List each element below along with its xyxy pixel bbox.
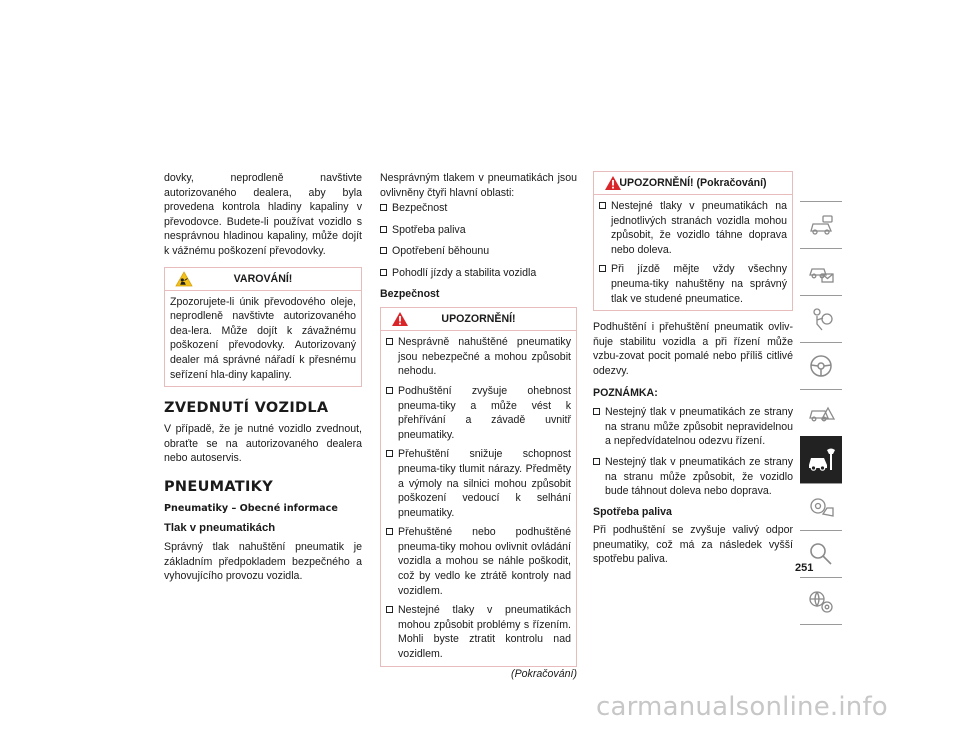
- square-bullet-icon: [380, 226, 387, 233]
- warning-title: VAROVÁNÍ!: [233, 272, 293, 285]
- tab-car-envelope[interactable]: [800, 248, 842, 295]
- list-item: Bezpečnost: [380, 201, 577, 216]
- list-item: Pohodlí jízdy a stabilita vozidla: [380, 266, 577, 281]
- heading-spotreba-paliva: Spotřeba paliva: [593, 505, 672, 518]
- caution-item: Při jízdě mějte vždy všechny pneuma-tiky nahuštěny na správný tlak ve studené pneumatice.: [599, 262, 787, 306]
- square-bullet-icon: [386, 450, 393, 457]
- square-bullet-icon: [380, 204, 387, 211]
- car-dashboard-icon: [806, 210, 836, 240]
- tab-car-dashboard[interactable]: [800, 201, 842, 248]
- caution-triangle-icon: [391, 311, 409, 327]
- square-bullet-icon: [599, 265, 606, 272]
- note-label: POZNÁMKA:: [593, 386, 658, 399]
- caution-continued-box: [593, 171, 793, 311]
- chapter-tabs: [800, 201, 842, 625]
- tab-car-warning[interactable]: [800, 389, 842, 436]
- caution-triangle-icon: [604, 175, 622, 191]
- spotreba-text: Při podhuštění se zvyšuje valivý odpor pneumatiky, což má za následek vyšší spotřebu paliva.: [593, 524, 793, 566]
- globe-gear-icon: [806, 586, 836, 616]
- square-bullet-icon: [380, 247, 387, 254]
- subheading-tlak: Tlak v pneumatikách: [164, 521, 276, 534]
- magnifier-icon: [806, 539, 836, 569]
- list-item: Opotřebení běhounu: [380, 244, 577, 259]
- column-3: [593, 171, 793, 567]
- square-bullet-icon: [386, 528, 393, 535]
- tab-search[interactable]: [800, 530, 842, 577]
- tab-car-maintenance[interactable]: [800, 436, 842, 483]
- car-warning-icon: [806, 398, 836, 428]
- airbag-person-icon: [806, 304, 836, 334]
- caution-continued-header: [594, 172, 792, 195]
- oblasti-intro: Nesprávným tlakem v pneumatikách jsou ovlivněny čtyři hlavní oblasti:: [380, 172, 577, 199]
- watermark: carmanualsonline.info: [596, 692, 888, 722]
- subheading-obecne-informace: Pneumatiky – Obecné informace: [164, 502, 338, 514]
- caution-item: Přehuštěné nebo podhuštěné pneuma-tiky mohou ovlivnit ovládání vozidla a mohou se náhle poškodit, což by vedlo ke ztrátě kontroly nad vozidlem.: [386, 525, 571, 598]
- caution-item: Nestejné tlaky v pneumatikách mohou způsobit problémy s řízením. Mohli byste ztratit kontrolu nad vozidlem.: [386, 603, 571, 661]
- heading-pneumatiky: PNEUMATIKY: [164, 478, 273, 495]
- caution-item: Podhuštění zvyšuje ohebnost pneuma-tiky a může vést k přehřívání a závadě uvnitř pneumatiky.: [386, 384, 571, 442]
- square-bullet-icon: [386, 338, 393, 345]
- caution-box-header: [381, 308, 576, 331]
- square-bullet-icon: [386, 387, 393, 394]
- gear-car-icon: [806, 492, 836, 522]
- column-2: [380, 171, 577, 681]
- caution-item: Nestejné tlaky v pneumatikách na jednotlivých stranách vozidla mohou způsobit, že vozidlo táhne doprava nebo doleva.: [599, 199, 787, 257]
- square-bullet-icon: [593, 408, 600, 415]
- warning-triangle-icon: [175, 271, 193, 287]
- caution-box: [380, 307, 577, 666]
- heading-bezpecnost: Bezpečnost: [380, 287, 440, 300]
- car-envelope-icon: [806, 257, 836, 287]
- steering-wheel-icon: [806, 351, 836, 381]
- warning-box-header: [165, 268, 361, 291]
- warning-box: [164, 267, 362, 388]
- tab-steering-wheel[interactable]: [800, 342, 842, 389]
- heading-zvednuti-vozidla: ZVEDNUTÍ VOZIDLA: [164, 400, 329, 417]
- caution-item: Přehuštění snižuje schopnost pneuma-tiky tlumit nárazy. Předměty a výmoly na silnici mohou způsobit poškození vedoucí k selhání pneumatiky.: [386, 447, 571, 520]
- note-item: Nestejný tlak v pneumatikách ze strany na stranu může způsobit, že vozidlo bude táhnout doleva nebo doprava.: [593, 455, 793, 499]
- note-item: Nestejný tlak v pneumatikách ze strany na stranu může způsobit nepravidelnou a nepředvídatelnou odezvu řízení.: [593, 405, 793, 449]
- square-bullet-icon: [593, 458, 600, 465]
- tlak-text: Správný tlak nahuštění pneumatik je základním předpokladem bezpečného a vyhovujícího provozu vozidla.: [164, 540, 362, 583]
- caution-title: UPOZORNĚNÍ!: [441, 313, 516, 326]
- car-wrench-icon: [806, 445, 836, 475]
- continued-label: (Pokračování): [511, 667, 577, 680]
- column-1: [164, 171, 362, 584]
- tab-globe-gear[interactable]: [800, 577, 842, 625]
- caution-continued-title: UPOZORNĚNÍ! (Pokračování): [619, 177, 767, 189]
- list-item: Spotřeba paliva: [380, 223, 577, 238]
- caution-item: Nesprávně nahuštěné pneumatiky jsou nebezpečné a mohou způsobit nehodu.: [386, 335, 571, 379]
- square-bullet-icon: [599, 202, 606, 209]
- tab-gear-car[interactable]: [800, 483, 842, 530]
- tab-airbag[interactable]: [800, 295, 842, 342]
- warning-text: Zpozorujete-li únik převodového oleje, neprodleně navštivte autorizovaného dea-lera. Může dojít k závažnému poškození převodovky. Autorizovaný dealer má správné nářadí k přesnému seřízení hla-diny kapaliny.: [170, 295, 356, 381]
- page-number: 251: [795, 562, 814, 574]
- zvednuti-text: V případě, že je nutné vozidlo zvednout, obraťte se na autorizovaného dealera nebo autoservis.: [164, 423, 362, 465]
- stabilita-paragraph: Podhuštění i přehuštění pneumatik ovliv-ňuje stabilitu vozidla a při řízení může vzbu-zovat pocit pomalé nebo příliš citlivé odezvy.: [593, 321, 793, 377]
- intro-paragraph: dovky, neprodleně navštivte autorizovaného dealera, aby byla provedena kontrola hladiny kapaliny v převodovce. Budete-li používat vozidlo s nesprávnou hladinou kapaliny, může dojít k vážnému poškození převodovky.: [164, 172, 362, 257]
- square-bullet-icon: [380, 269, 387, 276]
- square-bullet-icon: [386, 606, 393, 613]
